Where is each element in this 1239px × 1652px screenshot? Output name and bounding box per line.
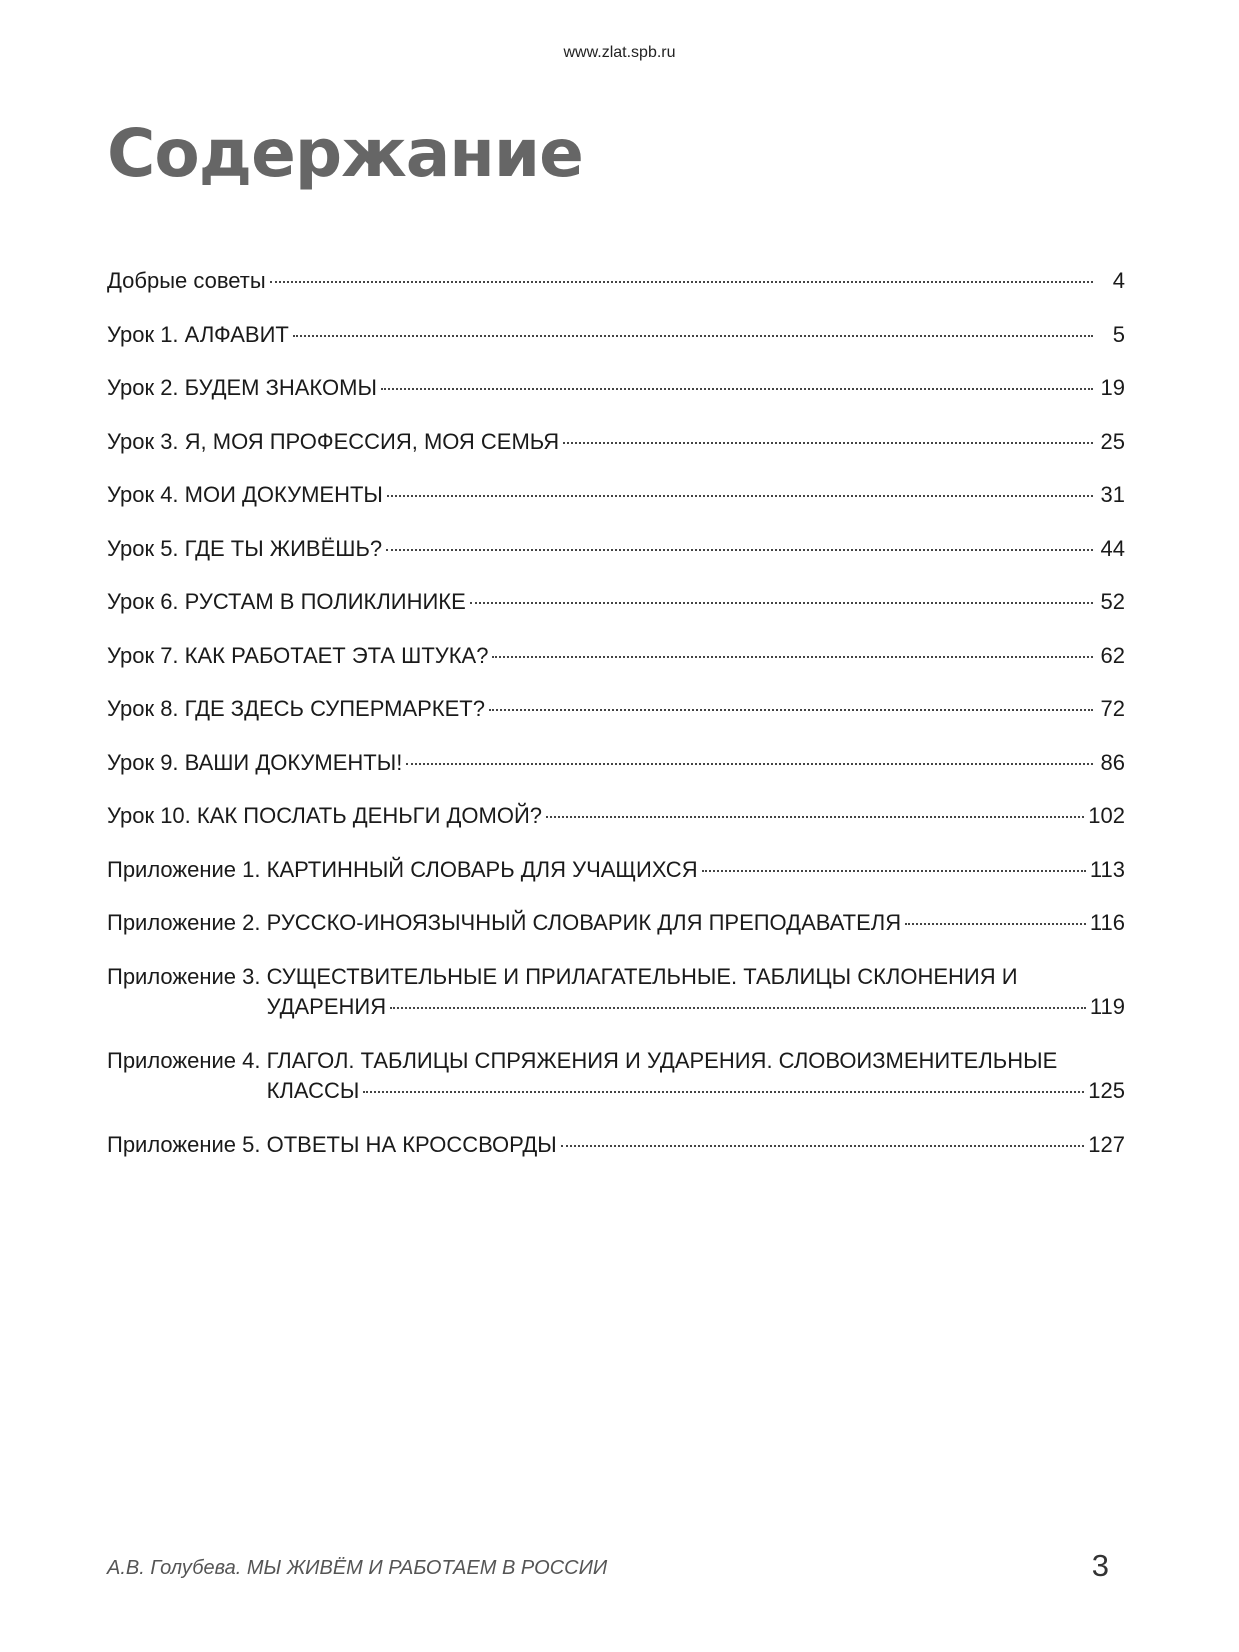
- toc-dot-leader: [381, 388, 1093, 390]
- toc-entry: [107, 1130, 1125, 1184]
- toc-entry-title: РУССКО-ИНОЯЗЫЧНЫЙ СЛОВАРИК ДЛЯ ПРЕПОДАВАТЕЛЯ: [266, 910, 902, 935]
- page-title: Содержание: [107, 115, 583, 192]
- toc-entry-prefix: Приложение 1.: [107, 856, 261, 882]
- toc-entry: [107, 266, 1125, 320]
- toc-entry-page: 127: [1088, 1131, 1125, 1157]
- toc-dot-leader: [702, 870, 1086, 872]
- toc-entry-title: Урок 9. ВАШИ ДОКУМЕНТЫ!: [107, 749, 403, 775]
- toc-entry-prefix: Приложение 3.: [107, 963, 261, 989]
- toc-entry: [107, 801, 1125, 855]
- toc-dot-leader: [546, 816, 1084, 818]
- toc-entry: [107, 962, 1125, 1046]
- toc-entry-page: 102: [1088, 803, 1125, 828]
- toc-entry-title: Урок 4. МОИ ДОКУМЕНТЫ: [107, 482, 383, 507]
- toc-entry: [107, 373, 1125, 427]
- toc-entry-title: ГЛАГОЛ. ТАБЛИЦЫ СПРЯЖЕНИЯ И УДАРЕНИЯ. СЛОВОИЗМЕНИТЕЛЬНЫЕ: [266, 1047, 1058, 1073]
- toc-entry-prefix: Приложение 5.: [107, 1131, 261, 1157]
- toc-dot-leader: [406, 763, 1093, 765]
- toc-entry-title: КЛАССЫ: [266, 1077, 360, 1103]
- toc-entry: [107, 908, 1125, 962]
- toc-dot-leader: [905, 923, 1086, 925]
- toc-entry-title: Урок 10. КАК ПОСЛАТЬ ДЕНЬГИ ДОМОЙ?: [107, 803, 543, 828]
- toc-dot-leader: [386, 549, 1093, 551]
- toc-entry-title: Урок 1. АЛФАВИТ: [107, 321, 289, 347]
- toc-entry-title: Урок 2. БУДЕМ ЗНАКОМЫ: [107, 375, 377, 400]
- toc-dot-leader: [563, 442, 1093, 444]
- footer-author-title: А.В. Голубева. МЫ ЖИВЁМ И РАБОТАЕМ В РОССИИ: [107, 1557, 608, 1579]
- toc-dot-leader: [492, 656, 1093, 658]
- toc-entry-prefix: Приложение 2.: [107, 910, 261, 935]
- toc-entry-page: 113: [1089, 856, 1125, 882]
- toc-dot-leader: [363, 1091, 1084, 1093]
- toc-entry-title: Урок 6. РУСТАМ В ПОЛИКЛИНИКЕ: [107, 589, 466, 614]
- toc-entry-title: Урок 8. ГДЕ ЗДЕСЬ СУПЕРМАРКЕТ?: [107, 696, 485, 721]
- toc-entry-page: 4: [1112, 268, 1125, 293]
- toc-entry: [107, 320, 1125, 374]
- toc-entry-page: 5: [1112, 321, 1125, 347]
- toc-dot-leader: [489, 709, 1093, 711]
- toc-entry: [107, 587, 1125, 641]
- toc-entry-title: ОТВЕТЫ НА КРОССВОРДЫ: [266, 1131, 557, 1157]
- header-site-url: www.zlat.spb.ru: [563, 44, 676, 61]
- toc-dot-leader: [561, 1145, 1085, 1147]
- footer-page-number: 3: [1091, 1548, 1109, 1583]
- toc-dot-leader: [387, 495, 1093, 497]
- toc-dot-leader: [470, 602, 1093, 604]
- toc-entry-title: СУЩЕСТВИТЕЛЬНЫЕ И ПРИЛАГАТЕЛЬНЫЕ. ТАБЛИЦЫ СКЛОНЕНИЯ И: [266, 963, 1018, 989]
- toc-entry-prefix: Приложение 4.: [107, 1047, 261, 1073]
- toc-entry: [107, 694, 1125, 748]
- toc-entry-page: 125: [1088, 1077, 1125, 1103]
- toc-entry-page: 44: [1100, 535, 1125, 561]
- table-of-contents: [107, 266, 1125, 1183]
- toc-entry: [107, 534, 1125, 588]
- toc-entry-page: 31: [1100, 482, 1125, 507]
- toc-entry-page: 119: [1089, 993, 1125, 1019]
- toc-entry-page: 25: [1100, 428, 1125, 454]
- toc-entry: [107, 855, 1125, 909]
- toc-entry-page: 19: [1100, 375, 1125, 400]
- toc-entry-title: Урок 5. ГДЕ ТЫ ЖИВЁШЬ?: [107, 535, 383, 561]
- toc-entry-title: Добрые советы: [107, 268, 266, 293]
- toc-dot-leader: [270, 281, 1093, 283]
- toc-entry-page: 116: [1089, 910, 1125, 935]
- toc-entry-page: 72: [1100, 696, 1125, 721]
- toc-entry: [107, 427, 1125, 481]
- toc-entry-page: 86: [1100, 749, 1125, 775]
- toc-dot-leader: [293, 335, 1093, 337]
- toc-entry-page: 62: [1100, 642, 1125, 668]
- toc-entry: [107, 1046, 1125, 1130]
- toc-entry-title: Урок 7. КАК РАБОТАЕТ ЭТА ШТУКА?: [107, 642, 489, 668]
- toc-entry: [107, 641, 1125, 695]
- toc-entry: [107, 748, 1125, 802]
- toc-entry-page: 52: [1100, 589, 1125, 614]
- toc-entry-title: УДАРЕНИЯ: [266, 993, 387, 1019]
- toc-entry-title: КАРТИННЫЙ СЛОВАРЬ ДЛЯ УЧАЩИХСЯ: [266, 856, 698, 882]
- toc-entry-title: Урок 3. Я, МОЯ ПРОФЕССИЯ, МОЯ СЕМЬЯ: [107, 428, 560, 454]
- toc-dot-leader: [390, 1007, 1086, 1009]
- toc-entry: [107, 480, 1125, 534]
